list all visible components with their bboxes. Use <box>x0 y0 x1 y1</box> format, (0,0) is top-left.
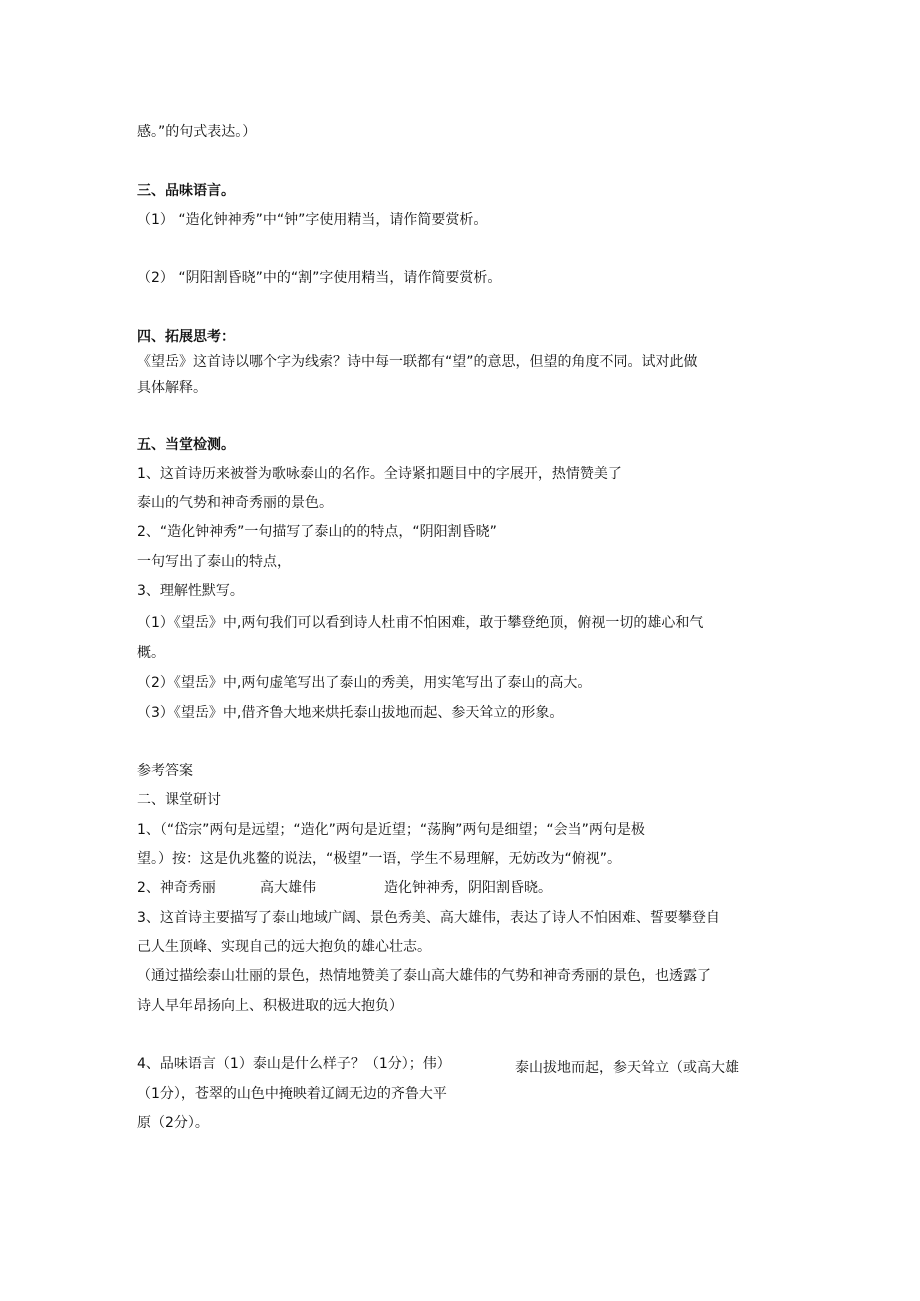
text-line: 《望岳》这首诗以哪个字为线索？诗中每一联都有“望”的意思，但望的角度不同。试对此做 <box>137 354 698 370</box>
text-line: 感。”的句式表达。） <box>137 124 257 140</box>
text-line: 2、“造化钟神秀”一句描写了泰山的的特点，“阴阳割昏晓” <box>137 524 497 540</box>
text-line: 4、品味语言（1）泰山是什么样子？（1分）；伟） <box>137 1056 451 1072</box>
text-line: 己人生顶峰、实现自己的远大抱负的雄心壮志。 <box>137 939 431 955</box>
text-line: （1分），苍翠的山色中掩映着辽阔无边的齐鲁大平 <box>137 1086 447 1102</box>
text-line: （2）《望岳》中,两句虚笔写出了泰山的秀美，用实笔写出了泰山的高大。 <box>137 675 592 691</box>
text-line: 泰山的气势和神奇秀丽的景色。 <box>137 495 333 511</box>
section-heading: 五、当堂检测。 <box>137 437 235 453</box>
text-line: 3、理解性默写。 <box>137 583 244 599</box>
text-line: 2、神奇秀丽 <box>137 880 216 896</box>
question-item: （2） “阴阳割昏晓”中的“割”字使用精当，请作简要赏析。 <box>137 270 502 286</box>
section-heading: 四、拓展思考： <box>137 329 235 345</box>
answer-heading: 参考答案 <box>137 763 193 779</box>
text-line: 1、这首诗历来被誉为歌咏泰山的名作。全诗紧扣题目中的字展开，热情赞美了 <box>137 466 622 482</box>
text-line: （3）《望岳》中,借齐鲁大地来烘托泰山拔地而起、参天耸立的形象。 <box>137 705 564 721</box>
text-line: 一句写出了泰山的特点， <box>137 554 291 570</box>
text-line: 1、（“岱宗”两句是远望；“造化”两句是近望；“荡胸”两句是细望；“会当”两句是极 <box>137 822 645 838</box>
text-line: 造化钟神秀，阴阳割昏晓。 <box>384 880 552 896</box>
section-heading: 三、品味语言。 <box>137 183 235 199</box>
text-line: 诗人早年昂扬向上、积极进取的远大抱负） <box>137 998 403 1014</box>
text-line: 泰山拔地而起，参天耸立（或高大雄 <box>515 1060 739 1076</box>
text-line: 具体解释。 <box>137 380 207 396</box>
text-line: 原（2分）。 <box>137 1115 209 1131</box>
question-item: （1） “造化钟神秀”中“钟”字使用精当，请作简要赏析。 <box>137 212 488 228</box>
text-line: 高大雄伟 <box>260 880 316 896</box>
text-line: 望。）按：这是仇兆鳌的说法，“极望”一语，学生不易理解，无妨改为“俯视”。 <box>137 851 622 867</box>
text-line: 概。 <box>137 645 165 661</box>
text-line: （1）《望岳》中,两句我们可以看到诗人杜甫不怕困难，敢于攀登绝顶，俯视一切的雄心和气 <box>137 615 704 631</box>
text-line: （通过描绘泰山壮丽的景色，热情地赞美了泰山高大雄伟的气势和神奇秀丽的景色，也透露了 <box>137 968 711 984</box>
text-line: 二、课堂研讨 <box>137 792 221 808</box>
text-line: 3、这首诗主要描写了泰山地域广阔、景色秀美、高大雄伟，表达了诗人不怕困难、誓要攀登自 <box>137 910 720 926</box>
